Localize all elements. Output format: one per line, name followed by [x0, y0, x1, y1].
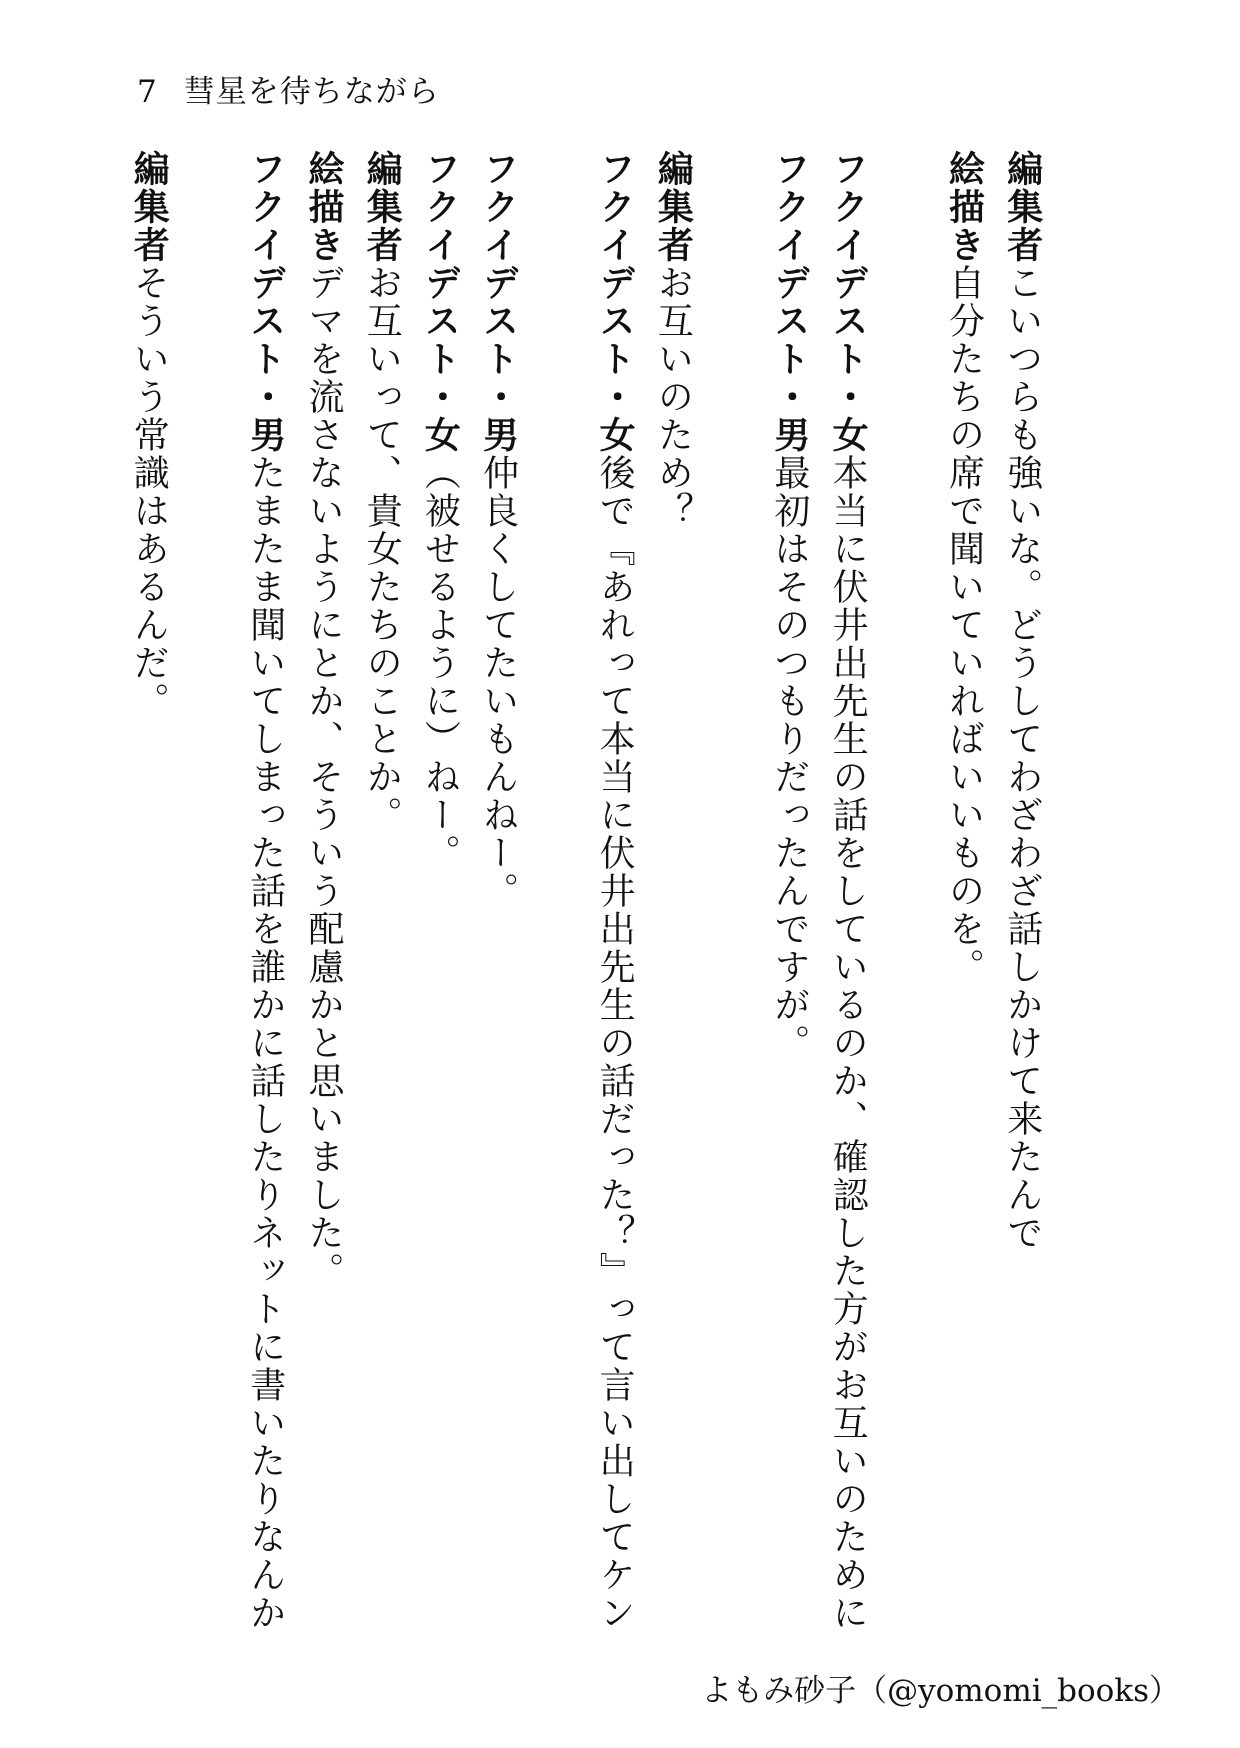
dialogue-text: お互いって、貴女たちのことか。: [361, 264, 403, 834]
chapter-title: 彗星を待ちながら: [183, 74, 440, 110]
dialogue-text: お互いのため？: [652, 264, 694, 530]
dialogue-text: そういう常識はあるんだ。: [128, 264, 170, 720]
script-line: [877, 150, 935, 1650]
page-header: [137, 66, 440, 111]
dialogue-text: 本当に伏井出先生の話をしているのか、確認した方がお互いのために: [827, 454, 869, 1632]
dialogue-text: [702, 150, 760, 568]
dialogue-text: 最初はそのつもりだったんですが。: [768, 454, 810, 1062]
speaker-name: フクイデスト・女: [827, 150, 869, 454]
dialogue-text: [528, 150, 586, 568]
dialogue-text: 仲良くしてたいもんねー。: [477, 454, 519, 910]
dialogue-text: （被せるように）ねー。: [419, 454, 461, 872]
dialogue-text: [1052, 150, 1110, 302]
script-line: [178, 150, 236, 1650]
chapter-number: 7: [137, 74, 158, 110]
speaker-name: フクイデスト・女: [419, 150, 461, 454]
script-line: [761, 150, 819, 1650]
speaker-name: 編集者: [1001, 150, 1043, 264]
script-line: [1052, 150, 1110, 1650]
speaker-name: 絵描き: [943, 150, 985, 264]
script-line: [528, 150, 586, 1650]
script-line: [236, 150, 294, 1650]
dialogue-text: [877, 150, 935, 264]
speaker-name: フクイデスト・女: [594, 150, 636, 454]
script-line: [353, 150, 411, 1650]
script-body: [120, 150, 1110, 1650]
script-line: [295, 150, 353, 1650]
dialogue-text: [178, 150, 236, 492]
script-line: [469, 150, 527, 1650]
script-line: [644, 150, 702, 1650]
speaker-name: フクイデスト・男: [244, 150, 286, 454]
speaker-name: フクイデスト・男: [477, 150, 519, 454]
author-credit: よもみ砂子（@yomomi_books）: [701, 1673, 1180, 1709]
dialogue-text: 自分たちの席で聞いていればいいものを。: [943, 264, 985, 986]
script-line: [819, 150, 877, 1650]
script-line: [994, 150, 1052, 1650]
dialogue-text: デマを流さないようにとか、そういう配慮かと思いました。: [302, 264, 344, 1290]
speaker-name: 絵描き: [302, 150, 344, 264]
script-line: [120, 150, 178, 1650]
speaker-name: 編集者: [128, 150, 170, 264]
script-line: [586, 150, 644, 1650]
script-line: [702, 150, 760, 1650]
speaker-name: 編集者: [652, 150, 694, 264]
dialogue-text: たまたま聞いてしまった話を誰かに話したりネットに書いたりなんか: [244, 454, 286, 1632]
speaker-name: フクイデスト・男: [768, 150, 810, 454]
speaker-name: 編集者: [361, 150, 403, 264]
dialogue-text: 後で『あれって本当に伏井出先生の話だった？』って言い出してケン: [594, 454, 636, 1632]
dialogue-text: こいつらも強いな。どうしてわざわざ話しかけて来たんで: [1001, 264, 1043, 1252]
script-line: [411, 150, 469, 1650]
script-line: [935, 150, 993, 1650]
